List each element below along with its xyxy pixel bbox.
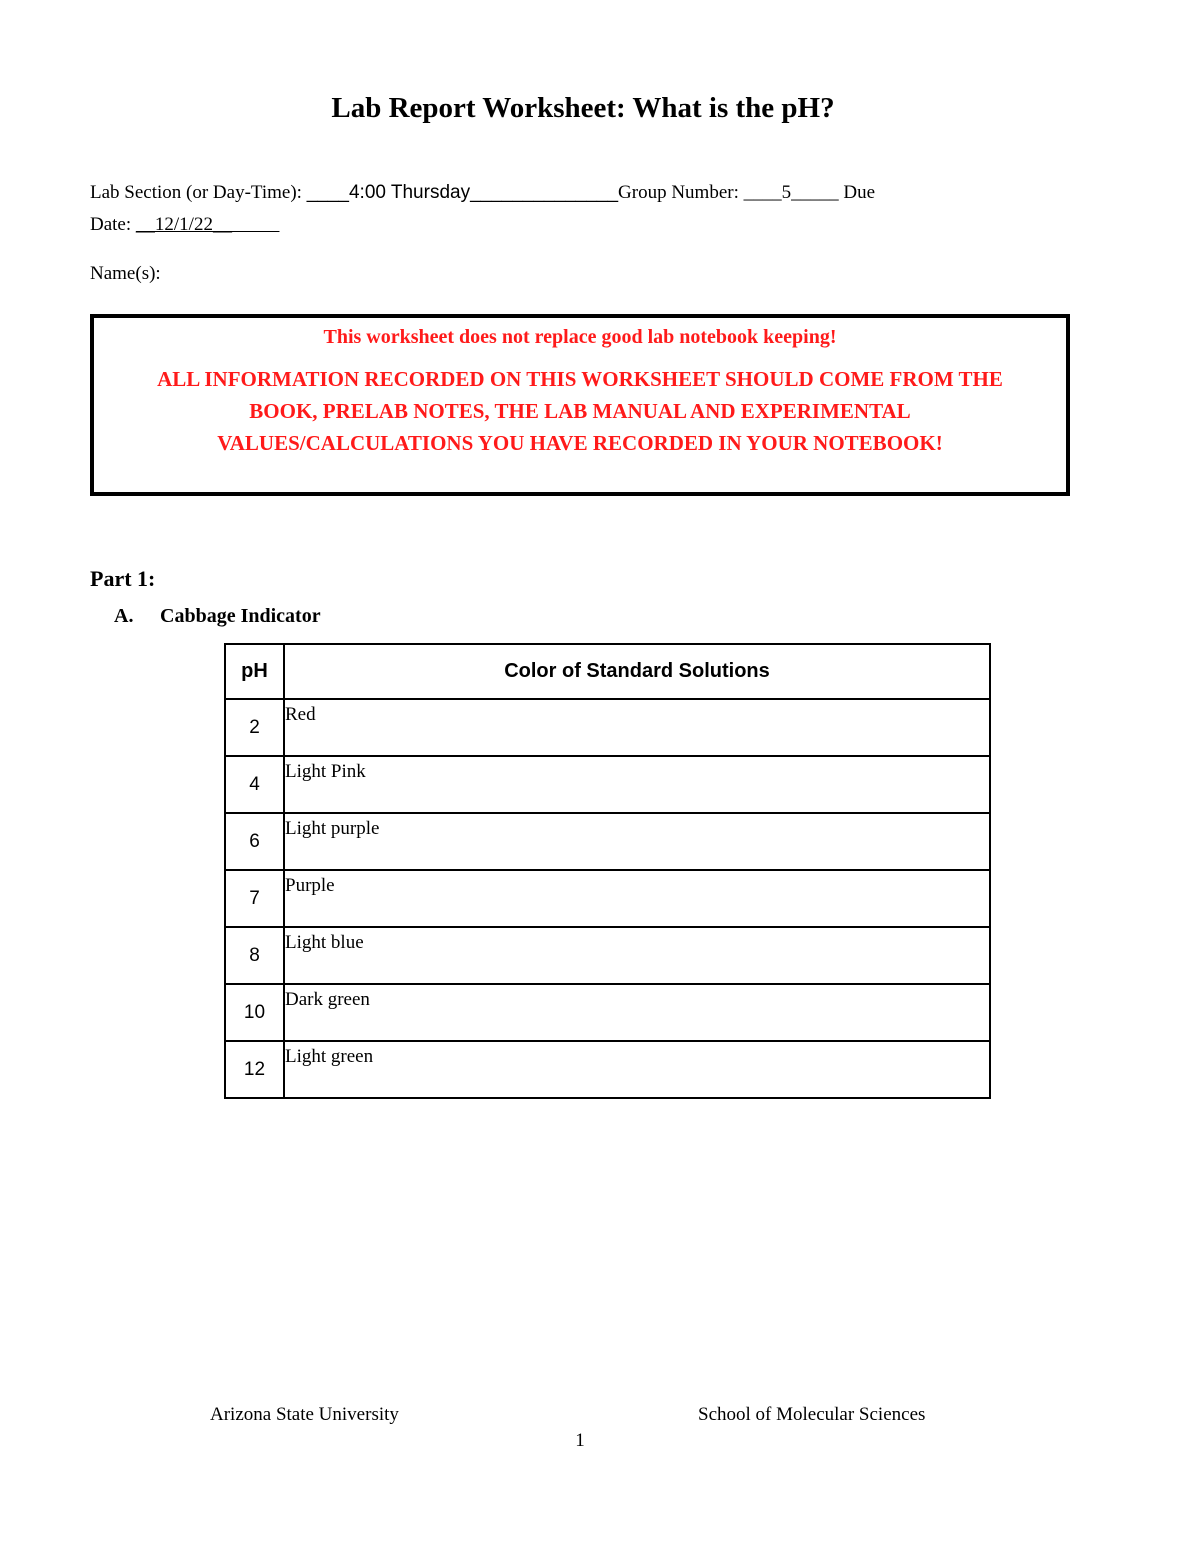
notice-box (90, 314, 1070, 496)
ph-value: 4 (225, 756, 284, 813)
due-date-line (90, 214, 279, 236)
table-row (225, 927, 990, 984)
page-number: 1 (575, 1430, 585, 1451)
notice-line-1: This worksheet does not replace good lab notebook keeping! (323, 326, 837, 348)
table-row (225, 699, 990, 756)
date-label: Date: (90, 214, 136, 235)
ph-value: 7 (225, 870, 284, 927)
ph-value: 6 (225, 813, 284, 870)
ph-value: 10 (225, 984, 284, 1041)
group-number-label: Group Number: (618, 182, 744, 203)
table-header-row (225, 644, 990, 699)
ph-value: 2 (225, 699, 284, 756)
lab-section-label: Lab Section (or Day-Time): (90, 182, 307, 203)
color-value[interactable]: Red (284, 699, 990, 756)
due-date-value[interactable]: __12/1/22__ (135, 214, 280, 235)
table-row (225, 984, 990, 1041)
lab-info-line (90, 182, 875, 204)
color-value[interactable]: Dark green (284, 984, 990, 1041)
section-a-title: Cabbage Indicator (160, 605, 321, 627)
color-value[interactable]: Light blue (284, 927, 990, 984)
section-a-heading (114, 605, 321, 628)
section-a-marker: A. (114, 605, 134, 627)
group-number-value[interactable]: ____5_____ (743, 182, 839, 203)
table-row (225, 813, 990, 870)
table-row (225, 1041, 990, 1098)
color-value[interactable]: Light Pink (284, 756, 990, 813)
color-value[interactable]: Light purple (284, 813, 990, 870)
due-label: Due (838, 182, 876, 203)
table-row (225, 870, 990, 927)
page-title: Lab Report Worksheet: What is the pH? (331, 92, 835, 124)
table-row (225, 756, 990, 813)
header-ph: pH (225, 644, 284, 699)
part-1-heading: Part 1: (90, 566, 156, 591)
footer-school: School of Molecular Sciences (698, 1404, 926, 1425)
names-label: Name(s): (90, 263, 161, 284)
footer-university: Arizona State University (210, 1404, 399, 1425)
names-line (90, 263, 161, 285)
notice-line-2: ALL INFORMATION RECORDED ON THIS WORKSHEET SHOULD COME FROM THE BOOK, PRELAB NOTES, THE LAB MANUAL AND EXPERIMENTAL VALUES/CALCULATIONS YOU HAVE RECORDED IN YOUR NOTEBOOK! (157, 367, 1003, 455)
lab-section-value[interactable]: ____4:00 Thursday______________ (306, 182, 619, 203)
ph-value: 12 (225, 1041, 284, 1098)
color-value[interactable]: Purple (284, 870, 990, 927)
header-color: Color of Standard Solutions (284, 644, 990, 699)
color-value[interactable]: Light green (284, 1041, 990, 1098)
ph-value: 8 (225, 927, 284, 984)
cabbage-indicator-table (224, 643, 991, 1099)
